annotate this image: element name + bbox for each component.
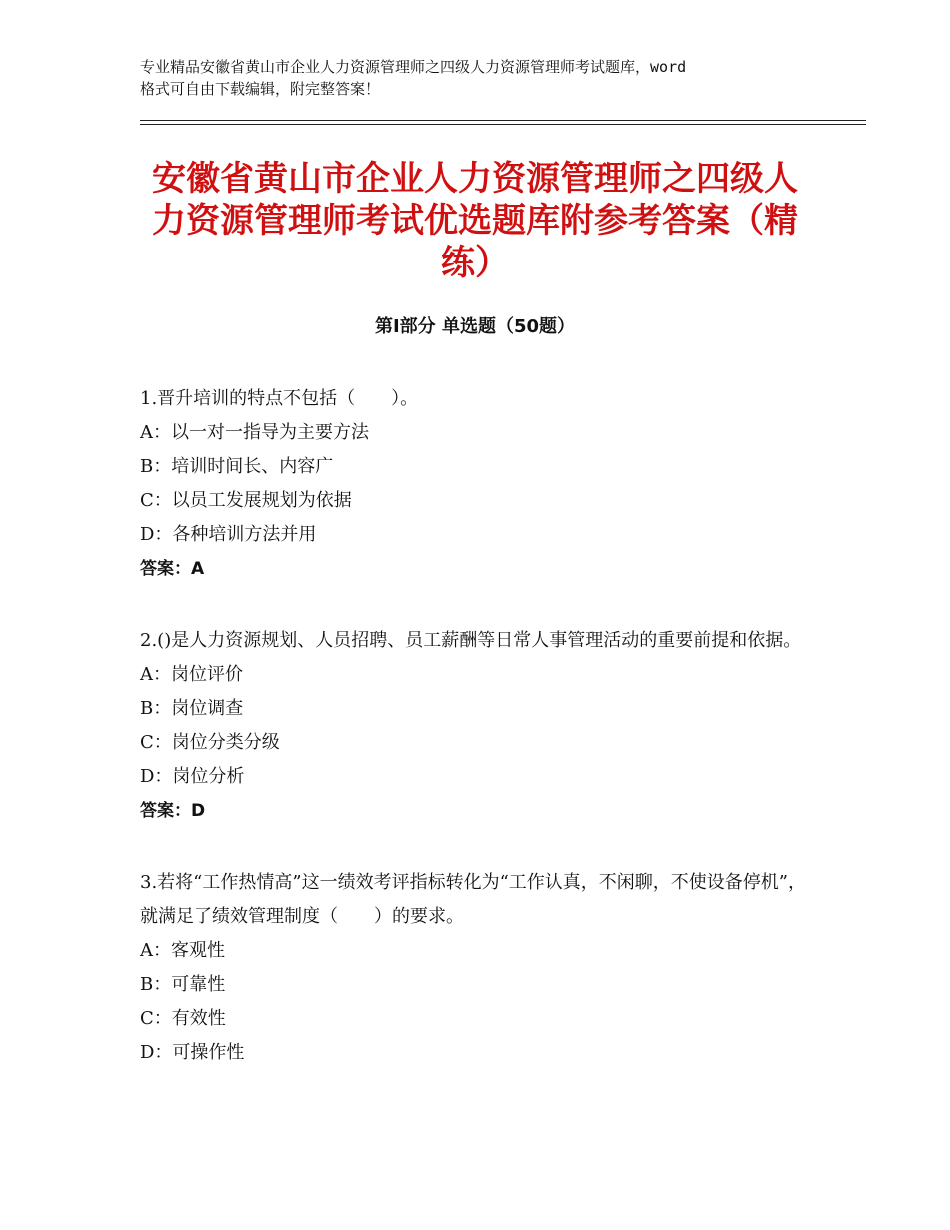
option-d: D：岗位分析: [140, 766, 245, 787]
option-d: D：可操作性: [140, 1042, 245, 1063]
answer-line: 答案：D: [140, 801, 206, 821]
question-2: [140, 624, 810, 828]
question-list: [140, 382, 810, 1108]
question-stem: 2.()是人力资源规划、人员招聘、员工薪酬等日常人事管理活动的重要前提和依据。: [140, 630, 802, 651]
header-divider: [140, 120, 866, 125]
option-b: B：岗位调查: [140, 698, 244, 719]
question-stem: 1.晋升培训的特点不包括（ ）。: [140, 388, 419, 409]
option-b: B：可靠性: [140, 974, 226, 995]
question-3: [140, 866, 810, 1070]
option-c: C：岗位分类分级: [140, 732, 280, 753]
section-title: 第Ⅰ部分 单选题（50题）: [374, 316, 575, 337]
header-note-line-1: 专业精品安徽省黄山市企业人力资源管理师之四级人力资源管理师考试题库，word: [140, 58, 687, 76]
option-c: C：以员工发展规划为依据: [140, 490, 352, 511]
option-a: A：岗位评价: [140, 664, 243, 685]
option-b: B：培训时间长、内容广: [140, 456, 334, 477]
question-stem: 3.若将“工作热情高”这一绩效考评指标转化为“工作认真，不闲聊，不使设备停机”，就满足了绩效管理制度（ ）的要求。: [140, 872, 806, 927]
option-a: A：以一对一指导为主要方法: [140, 422, 369, 443]
answer-line: 答案：A: [140, 559, 205, 579]
option-d: D：各种培训方法并用: [140, 524, 317, 545]
question-1: [140, 382, 810, 586]
option-c: C：有效性: [140, 1008, 226, 1029]
option-a: A：客观性: [140, 940, 225, 961]
header-note: [140, 56, 840, 100]
header-note-line-2: 格式可自由下载编辑，附完整答案！: [140, 80, 381, 98]
document-title: 安徽省黄山市企业人力资源管理师之四级人力资源管理师考试优选题库附参考答案（精练）: [152, 159, 798, 283]
